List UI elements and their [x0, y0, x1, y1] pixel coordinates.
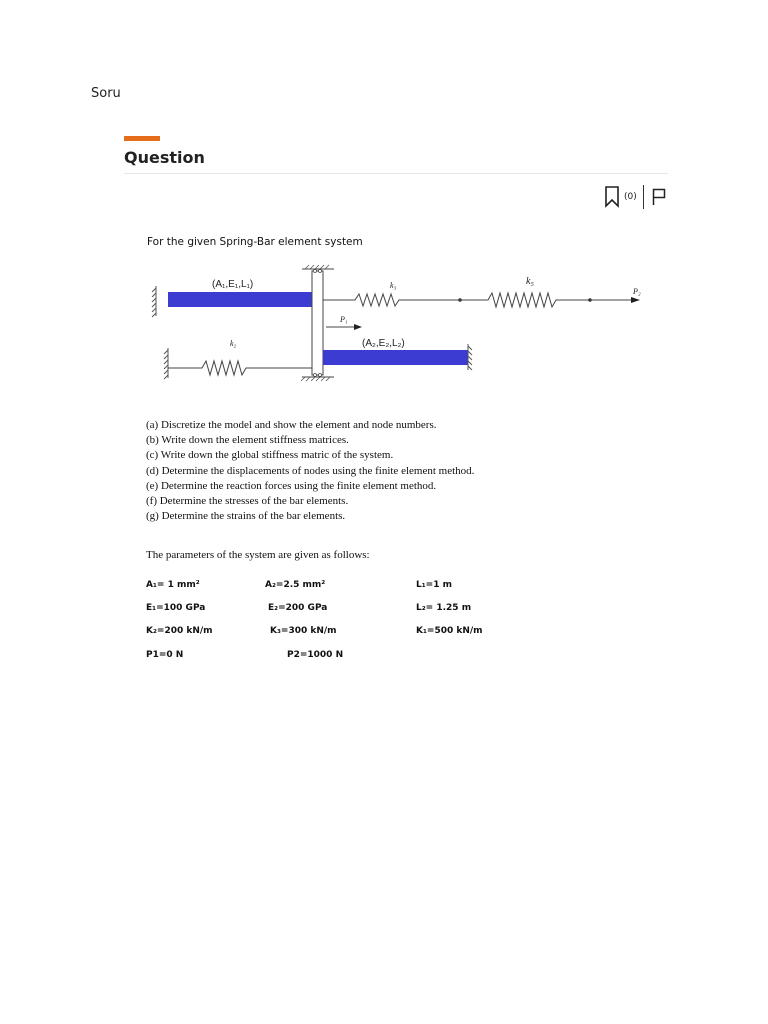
load-p2-arrowhead — [631, 297, 640, 303]
k3-label: k₃ — [390, 281, 397, 290]
param-p2: P2=1000 N — [287, 650, 344, 660]
question-heading: Question — [124, 148, 205, 167]
heading-accent-bar — [124, 136, 160, 141]
diagram-right-section — [430, 270, 670, 320]
param-e2: E₂=200 GPa — [268, 603, 328, 613]
parameters-title: The parameters of the system are given as follows: — [146, 549, 370, 561]
load-p1-arrowhead — [354, 324, 362, 330]
page-label: Soru — [91, 86, 121, 101]
task-item: (e) Determine the reaction forces using the finite element method. — [146, 479, 437, 492]
bar-element-1 — [168, 292, 312, 307]
task-list — [146, 418, 474, 524]
task-item: (c) Write down the global stiffness matric of the system. — [146, 449, 394, 462]
task-item: (g) Determine the strains of the bar elements. — [146, 510, 346, 523]
bookmark-count: (0) — [624, 192, 637, 202]
param-k1: K₁=500 kN/m — [416, 626, 483, 636]
question-actions — [604, 185, 666, 209]
flag-icon[interactable] — [652, 188, 666, 206]
task-item: (f) Determine the stresses of the bar elements. — [146, 495, 349, 508]
left-wall-lower — [164, 348, 168, 379]
param-l2: L₂= 1.25 m — [416, 603, 472, 613]
bookmark-icon[interactable] — [604, 186, 620, 208]
task-item: (d) Determine the displacements of nodes using the finite element method. — [146, 464, 475, 477]
param-k2: K₂=200 kN/m — [146, 626, 213, 636]
task-item: (b) Write down the element stiffness matrices. — [146, 434, 349, 447]
right-wall-lower — [468, 344, 472, 370]
p1-label: P₁ — [340, 315, 348, 324]
left-wall-upper — [152, 286, 156, 317]
param-p1: P1=0 N — [146, 650, 184, 660]
param-a2: A₂=2.5 mm² — [265, 580, 326, 590]
spring-k3 — [323, 294, 430, 306]
spring-k5-coils — [430, 293, 590, 307]
param-l1: L₁=1 m — [416, 580, 452, 590]
k2-label: k₂ — [230, 339, 237, 348]
bar2-label: (A₂,E₂,L₂) — [362, 338, 405, 349]
param-k3: K₃=300 kN/m — [270, 626, 337, 636]
spring-k2 — [168, 361, 312, 375]
task-item: (a) Discretize the model and show the element and node numbers. — [146, 419, 437, 431]
problem-intro: For the given Spring-Bar element system — [147, 236, 363, 248]
k5-label: k₅ — [526, 276, 534, 287]
heading-divider — [124, 173, 668, 174]
bar1-label: (A₁,E₁,L₁) — [212, 279, 254, 290]
param-e1: E₁=100 GPa — [146, 603, 206, 613]
p2-label: P₂ — [633, 287, 641, 296]
actions-divider — [643, 185, 644, 209]
param-a1: A₁= 1 mm² — [146, 580, 200, 590]
bar-element-2 — [323, 350, 468, 365]
